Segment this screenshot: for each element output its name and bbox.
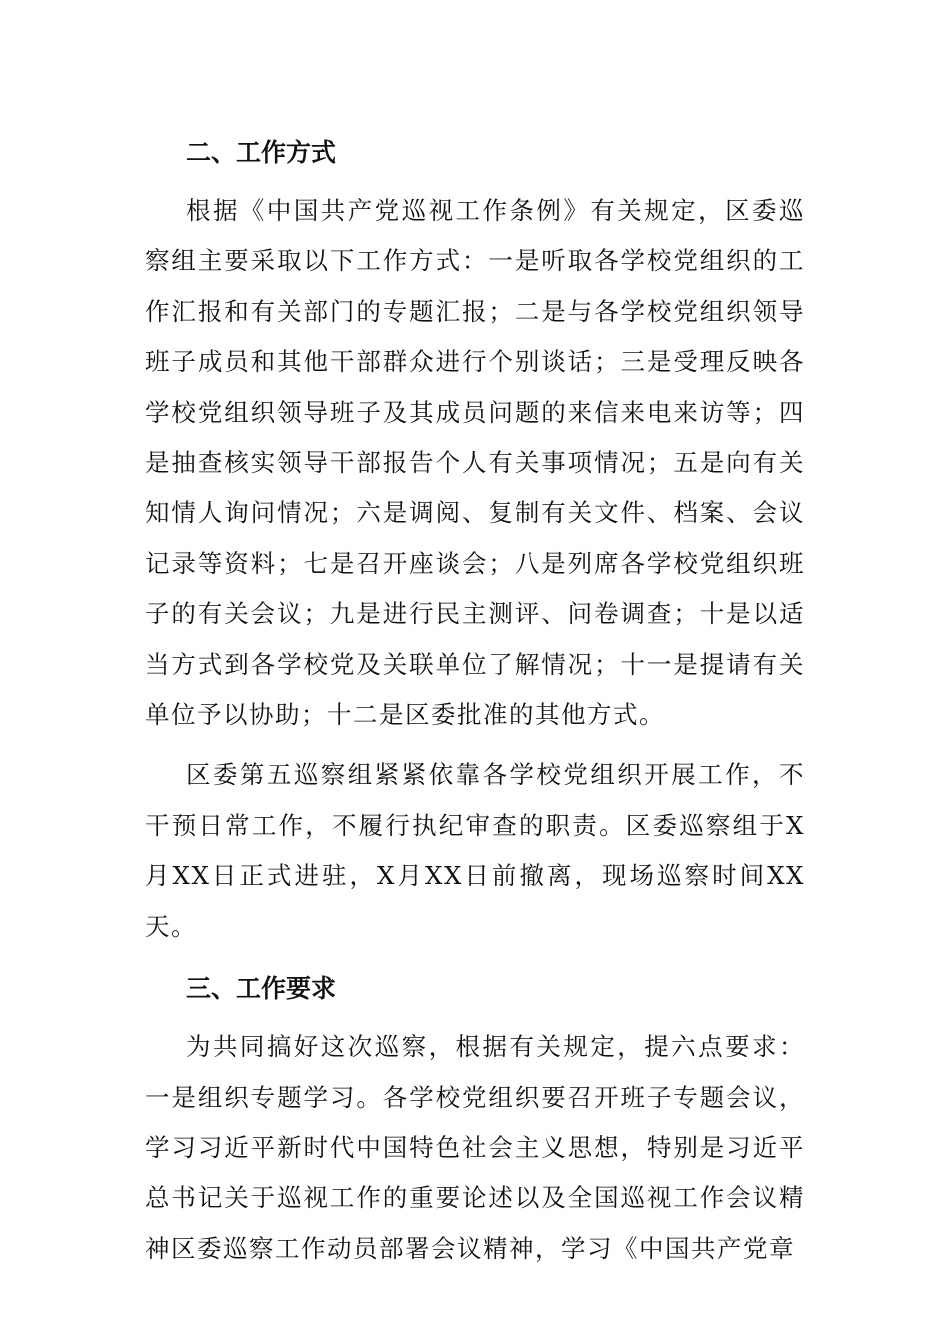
section-heading-work-requirements: 三、工作要求 <box>186 974 337 1004</box>
paragraph-inspection-schedule: 区委第五巡察组紧紧依靠各学校党组织开展工作，不干预日常工作，不履行执纪审查的职责。区委巡察组于X月XX日正式进驻，X月XX日前撤离，现场巡察时间XX天。 <box>145 760 805 941</box>
paragraph-work-methods: 根据《中国共产党巡视工作条例》有关规定，区委巡察组主要采取以下工作方式：一是听取各学校党组织的工作汇报和有关部门的专题汇报；二是与各学校党组织领导班子成员和其他干部群众进行个别谈话；三是受理反映各学校党组织领导班子及其成员问题的来信来电来访等；四是抽查核实领导干部报告个人有关事项情况；五是向有关知情人询问情况；六是调阅、复制有关文件、档案、会议记录等资料；七是召开座谈会；八是列席各学校党组织班子的有关会议；九是进行民主测评、问卷调查；十是以适当方式到各学校党及关联单位了解情况；十一是提请有关单位予以协助；十二是区委批准的其他方式。 <box>145 196 805 730</box>
section-heading-work-methods: 二、工作方式 <box>186 138 337 167</box>
document-body <box>145 128 805 1274</box>
paragraph-work-requirements: 为共同搞好这次巡察，根据有关规定，提六点要求：一是组织专题学习。各学校党组织要召开班子专题会议，学习习近平新时代中国特色社会主义思想，特别是习近平总书记关于巡视工作的重要论述以及全国巡视工作会议精神区委巡察工作动员部署会议精神，学习《中国共产党章 <box>145 1032 805 1263</box>
